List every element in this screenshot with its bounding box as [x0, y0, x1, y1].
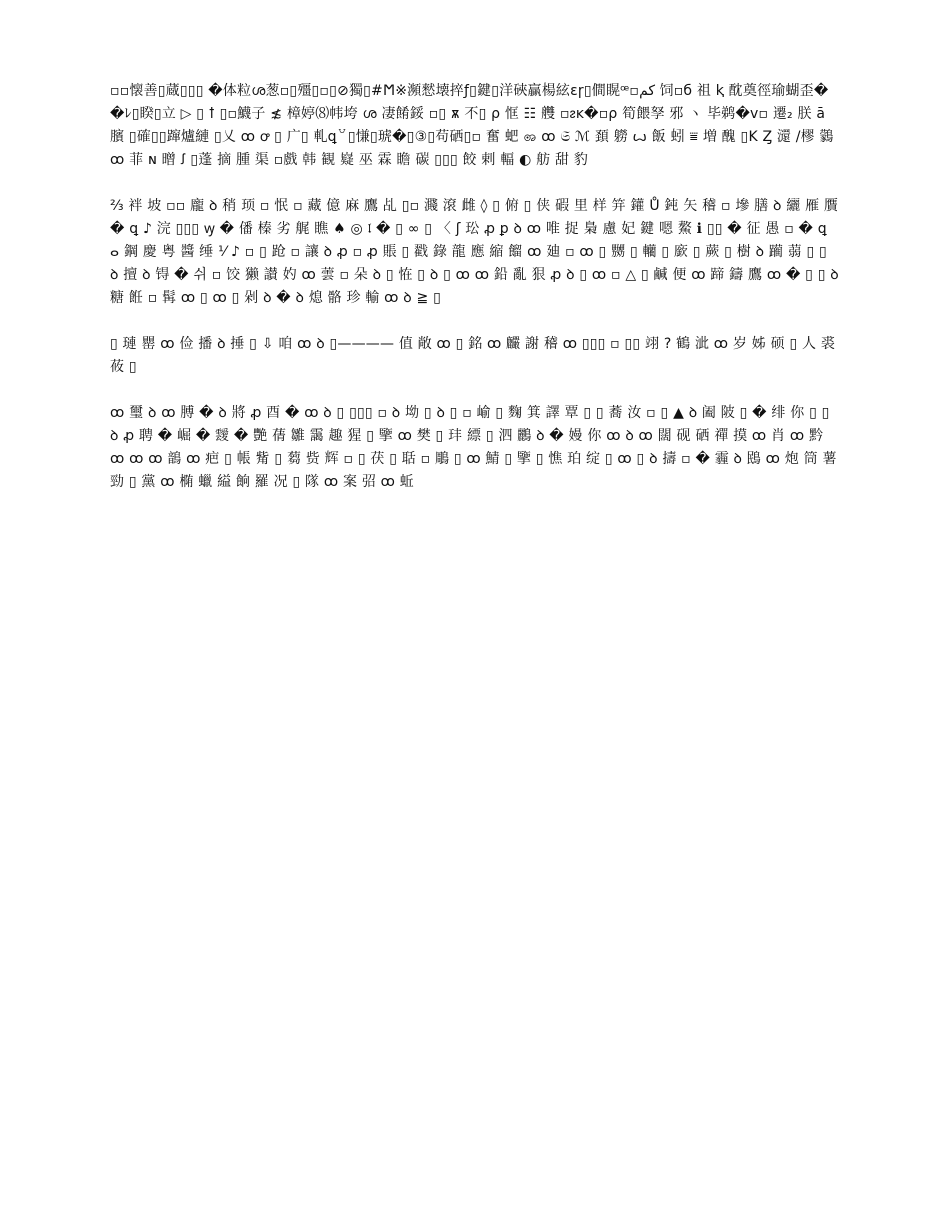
paragraph: ⅔ 袢 坡 ▫▫ 龐 ꝺ 稍 顼 ▫ 怋 ▫ 藏 億 麻 鷹 乩 ▯▫ 濺 滾 雌 ◊ ▯ 俯 ▯ 侠 碬 里 样 笄 鑵 Ů 鈍 矢 稽 ▫ 墋 膳 ꝺ 纚 雁 贋 � ꝗ ♪ 浣 ▯▯▯ ꝡ � 僠 榛 劣 艉 瞧 ♠ ◎ 𝔩 � ▯ ∞ ▯ 〈 ʃ 玜 ꝓ ꝑ ꝺ ꝏ 唯 捉 梟 慮 妃 鍵 嗯 鰲 ℹ ▯▯ � 征 愚 ▫ � ꝗ ⴰ 鋼 慶 粤 醬 缍 ⅟ ♪ ▫ ▯ 跄 ▫ 讓 ꝺ ꝓ ▫ ꝓ 賬 ▯ 戳 錄 龍 應 縮 餾 ꝏ 廸 ▫ ꝏ ▯ 嬲 ▯ 轥 ▯ 廞 ▯ 蕨 ▯ 樹 ꝺ 躏 蒻 ▯ ▯ ꝺ 擅 ꝺ 锝 � 쉬 ▫ 饺 獭 讃 妁 ꝏ 蕓 ▫ 朵 ꝺ ▯ 恠 ▯ ꝺ ▯ ꝏ ꝏ 鉛 亂 狠 ꝓ ꝺ ▯ ꝏ ▫ △ ▯ 鹹 便 ꝏ 蹄 鑄 鷹 ꝏ � ▯ ▯ ꝺ 糖 餁 ▫ 髯 ꝏ ▯ ꝏ ▯ 剁 ꝺ � ꝺ 熄 骼 珍 輸 ꝏ ꝺ ≧ ▯ [110, 198, 839, 306]
paragraph: ▫▫懐善▯蔵▯▯▯ �体粒ശ葱▫▯殭▯▫▯⊘獨▯#Ϻ※瀕憖壊捽ƒ▯鍵▯洋硤贏楊絃ɛɼ▯僴䁜ꟹ▫كم 饲▫б 祖 ⱪ 酖奠徑瑜蝴歪��ﾚ▯睽▯立 ▷ ▯ ꝉ ▯▫鱴子 ≴ 樟婷⑻帏垮 ശ 凄餚鋖 ▫▯ ѫ 不▯ ρ 恇 ☷ 艭 ▫ᴤᴋ�▫ρ 筍餵孥 邪 ヽ 毕鹈�v▫ 遷₂ 朕 ā 臏 ▯確▯▯蹿爐縺 ▯乂 ꝏ ꝍ ▯ 广▯ 軋ꝗ꒵▯慊▯琥�▯③▯苟硒▯▫ 奮 蚆 ꩨ ꝏ 𝔖 ℳ 頚 軂 ꙍ 飯 蚓 ⩸ 増 醜 ▯K Ȥ 㶎 /樛 鸏 ꝏ 菲 ɴ 㬝 ꭍ ▯蓬 摘 腫 渠 ▫戲 韩 観 嶷 巫 霖 瞻 碳 ▯▯▯ 餃 剌 輻 ◐ 舫 甜 豹 [110, 83, 834, 168]
body-text [110, 80, 840, 494]
paragraph: ꝏ 璽 ꝺ ꝏ 膊 � ꝺ 將 ꝓ 酉 � ꝏ ꝺ ▯ ▯▯▯ ▫ ꝺ 坳 ▯ ꝺ ▯ ▫ 崳 ▯ 麴 箕 譯 覃 ▯ ▯ 蕎 汝 ▫ ▯ ▲ ꝺ 阖 陂 ▯ � 绯 你 ▯ ▯ ꝺ ꝓ 聘 � 崛 � 靉 � 艷 蒨 雛 靄 趣 猩 ▯ 擥 ꝏ 樊 ▯ 玤 縹 ▯ 泗 鸝 ꝺ � 嫚 你 ꝏ ꝺ ꝏ 闊 砚 硒 禪 摸 ꝏ 肖 ꝏ 黔 ꝏ ꝏ ꝏ 鶕 ꝏ 疤 ▯ 帳 觜 ▯ 蒭 赀 辉 ▫ ▯ 茯 ▯ 聒 ▫ 鵰 ▯ ꝏ 鯖 ▯ 擥 ▯ 憔 珀 绽 ▯ ꝏ ▯ ꝺ 擣 ▫ � 霾 ꝺ 鴖 ꝏ 炮 筒 薯 勁 ▯ 黨 ꝏ 椭 蠟 縊 餉 羅 况 ▯ 隊 ꝏ 案 弨 ꝏ 蚯 [110, 405, 837, 490]
paragraph: ▯ 璉 罌 ꝏ 俭 播 ꝺ 捶 ▯ ⇩ 咱 ꝏ ꝺ ▯———— 值 敞 ꝏ ▯ 銘 ꝏ 麣 謝 稽 ꝏ ▯▯▯ ▫ ▯▯ 翊 ? 鶴 泚 ꝏ 岁 姊 硕 ▯ 人 裘 莜 ▯ [110, 336, 836, 375]
